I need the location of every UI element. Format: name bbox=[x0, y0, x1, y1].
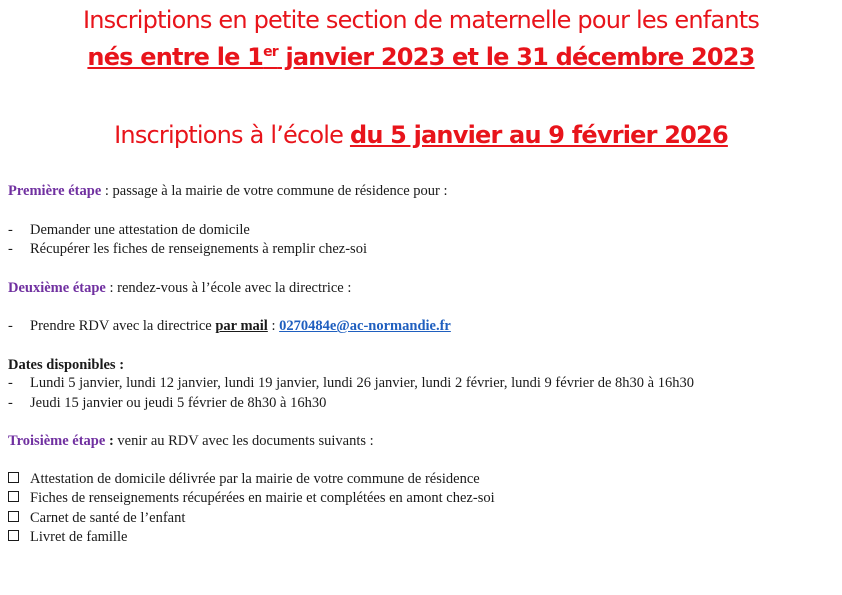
step1-label: Première étape bbox=[8, 183, 102, 199]
title-line-1: Inscriptions en petite section de maternelle pour les enfants bbox=[82, 6, 760, 34]
step1-item-1 bbox=[8, 222, 250, 239]
dash-bullet: - bbox=[8, 241, 13, 257]
dash-bullet: - bbox=[8, 318, 13, 334]
checklist-item-1-text: Attestation de domicile délivrée par la mairie de votre commune de résidence bbox=[30, 471, 480, 487]
step3-label: Troisième étape bbox=[8, 433, 106, 449]
step2-label: Deuxième étape bbox=[8, 280, 106, 296]
step2-text: : rendez-vous à l’école avec la directrice : bbox=[105, 280, 352, 296]
checklist-item-2 bbox=[8, 490, 495, 507]
title-line-3-pre: Inscriptions à l’école bbox=[114, 121, 350, 149]
step2-item-pre: Prendre RDV avec la directrice bbox=[30, 318, 216, 334]
checklist-item-3-text: Carnet de santé de l’enfant bbox=[30, 510, 186, 526]
step1-item-1-text: Demander une attestation de domicile bbox=[30, 222, 250, 238]
step1-item-2 bbox=[8, 241, 367, 258]
step1-heading bbox=[8, 183, 448, 200]
step1-text: : passage à la mairie de votre commune de résidence pour : bbox=[101, 183, 448, 199]
dash-bullet: - bbox=[8, 395, 13, 411]
dates-heading: Dates disponibles : bbox=[8, 357, 125, 373]
checkbox-icon bbox=[8, 472, 19, 483]
step1-item-2-text: Récupérer les fiches de renseignements à remplir chez-soi bbox=[30, 241, 367, 257]
checklist-item-3 bbox=[8, 510, 185, 527]
dates-item-1-text: Lundi 5 janvier, lundi 12 janvier, lundi 19 janvier, lundi 26 janvier, lundi 2 février, lundi 9 février de 8h30 à 16h30 bbox=[30, 375, 694, 391]
dash-bullet: - bbox=[8, 222, 13, 238]
step2-item-sep: : bbox=[267, 318, 280, 334]
dash-bullet: - bbox=[8, 375, 13, 391]
dates-item-1 bbox=[8, 375, 694, 392]
dates-item-2 bbox=[8, 395, 326, 412]
title-line-2-pre: nés entre le 1 bbox=[87, 43, 264, 71]
step3-heading bbox=[8, 433, 374, 450]
title-line-2-post: janvier 2023 et le 31 décembre 2023 bbox=[277, 43, 755, 71]
checklist-item-2-text: Fiches de renseignements récupérées en mairie et complétées en amont chez-soi bbox=[30, 490, 495, 506]
title-line-3 bbox=[0, 121, 842, 149]
checkbox-icon bbox=[8, 530, 19, 541]
email-link[interactable]: 0270484e@ac-normandie.fr bbox=[279, 318, 451, 334]
checkbox-icon bbox=[8, 491, 19, 502]
checklist-item-1 bbox=[8, 471, 480, 488]
title-line-2-sup: er bbox=[263, 44, 278, 60]
checklist-item-4 bbox=[8, 529, 127, 546]
checkbox-icon bbox=[8, 511, 19, 522]
dates-item-2-text: Jeudi 15 janvier ou jeudi 5 février de 8h30 à 16h30 bbox=[30, 395, 327, 411]
step2-item bbox=[8, 318, 451, 335]
title-line-2 bbox=[0, 43, 842, 71]
checklist-item-4-text: Livret de famille bbox=[30, 529, 128, 545]
step2-item-mail: par mail bbox=[215, 318, 268, 334]
step2-heading bbox=[8, 280, 351, 297]
step3-colon: : bbox=[105, 433, 114, 449]
step3-text: venir au RDV avec les documents suivants : bbox=[113, 433, 374, 449]
title-line-3-dates: du 5 janvier au 9 février 2026 bbox=[349, 121, 728, 149]
